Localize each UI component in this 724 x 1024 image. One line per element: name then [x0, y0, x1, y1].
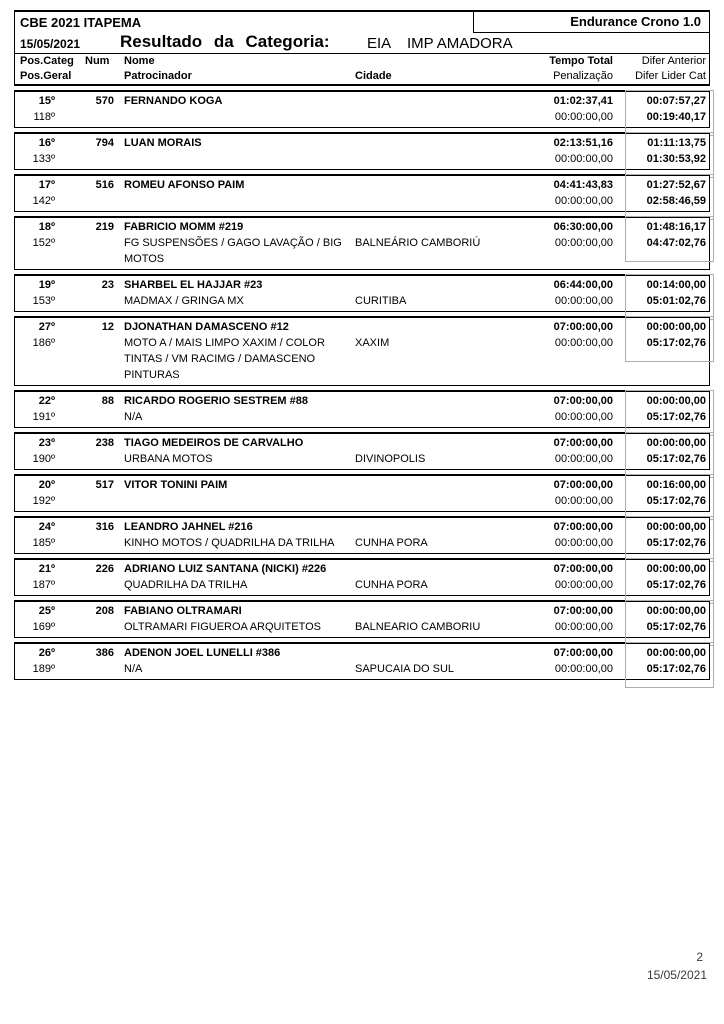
- difer-lider-value: 05:17:02,76: [646, 453, 706, 465]
- report-date: 15/05/2021: [20, 37, 81, 51]
- tempo-total-value: 06:44:00,00: [553, 279, 613, 291]
- result-row: [14, 558, 710, 596]
- difer-lider-value: 01:30:53,92: [646, 153, 706, 165]
- col-header-difer-lider: Difer Lider Cat: [635, 70, 706, 82]
- penalizacao-value: 00:00:00,00: [554, 579, 613, 591]
- patrocinador-value: KINHO MOTOS / QUADRILHA DA TRILHA: [124, 537, 335, 549]
- pos-categ-value: 25º: [38, 605, 55, 617]
- category-name: IMP AMADORA: [407, 35, 513, 52]
- difer-lider-value: 05:17:02,76: [646, 579, 706, 591]
- results-list: [14, 90, 710, 680]
- penalizacao-value: 00:00:00,00: [554, 195, 613, 207]
- category-code: EIA: [367, 35, 392, 52]
- pos-geral-value: 133º: [32, 153, 55, 165]
- rider-name: VITOR TONINI PAIM: [124, 479, 228, 491]
- tempo-total-value: 07:00:00,00: [553, 437, 613, 449]
- pos-categ-value: 17º: [38, 179, 55, 191]
- patrocinador-value: OLTRAMARI FIGUEROA ARQUITETOS: [124, 621, 322, 633]
- difer-lider-value: 05:17:02,76: [646, 621, 706, 633]
- num-value: 219: [95, 221, 114, 233]
- col-header-tempo-total: Tempo Total: [549, 55, 613, 67]
- num-value: 794: [95, 137, 114, 149]
- result-row: [14, 132, 710, 170]
- rider-name: ADENON JOEL LUNELLI #386: [124, 647, 281, 659]
- pos-categ-value: 20º: [38, 479, 55, 491]
- patrocinador-value: [116, 151, 354, 167]
- result-row: [14, 642, 710, 680]
- difer-lider-value: 05:17:02,76: [646, 537, 706, 549]
- rider-name: FABRICIO MOMM #219: [124, 221, 244, 233]
- cidade-value: CUNHA PORA: [355, 579, 428, 591]
- num-value: 316: [95, 521, 114, 533]
- tempo-total-value: 07:00:00,00: [553, 605, 613, 617]
- difer-lider-value: 02:58:46,59: [646, 195, 706, 207]
- difer-anterior-value: 00:16:00,00: [646, 479, 706, 491]
- num-value: 88: [101, 395, 114, 407]
- col-header-penalizacao: Penalização: [553, 70, 613, 82]
- tempo-total-value: 01:02:37,41: [553, 95, 613, 107]
- tempo-total-value: 07:00:00,00: [553, 647, 613, 659]
- difer-lider-value: 05:01:02,76: [646, 295, 706, 307]
- difer-lider-value: 00:19:40,17: [646, 111, 706, 123]
- pos-geral-value: 187º: [32, 579, 55, 591]
- pos-geral-value: 118º: [33, 111, 55, 123]
- num-value: 208: [95, 605, 114, 617]
- app-version: Endurance Crono 1.0: [473, 12, 709, 33]
- penalizacao-value: 00:00:00,00: [554, 621, 613, 633]
- difer-anterior-value: 00:14:00,00: [646, 279, 706, 291]
- rider-name: RICARDO ROGERIO SESTREM #88: [124, 395, 308, 407]
- pos-geral-value: 191º: [32, 411, 55, 423]
- result-row: [14, 432, 710, 470]
- difer-anterior-value: 00:00:00,00: [646, 521, 706, 533]
- cidade-value: SAPUCAIA DO SUL: [355, 663, 455, 675]
- tempo-total-value: 06:30:00,00: [553, 221, 613, 233]
- rider-name: FABIANO OLTRAMARI: [124, 605, 242, 617]
- pos-geral-value: 153º: [32, 295, 55, 307]
- header-subtitle-row: [15, 33, 709, 52]
- page-title: CBE 2021 ITAPEMA: [20, 15, 142, 30]
- difer-anterior-value: 00:00:00,00: [646, 437, 706, 449]
- cidade-value: CURITIBA: [355, 295, 407, 307]
- pos-categ-value: 23º: [38, 437, 55, 449]
- col-header-nome: Nome: [124, 55, 155, 67]
- cidade-value: [354, 109, 484, 125]
- tempo-total-value: 07:00:00,00: [553, 479, 613, 491]
- col-header-patrocinador: Patrocinador: [124, 70, 192, 82]
- pos-geral-value: 192º: [32, 495, 55, 507]
- patrocinador-value: [116, 193, 354, 209]
- difer-anterior-value: 00:00:00,00: [646, 321, 706, 333]
- report-header: [14, 10, 710, 86]
- pos-categ-value: 16º: [38, 137, 55, 149]
- cidade-value: DIVINOPOLIS: [355, 453, 426, 465]
- difer-anterior-value: 01:11:13,75: [647, 137, 706, 149]
- penalizacao-value: 00:00:00,00: [554, 153, 613, 165]
- footer-date: 15/05/2021: [646, 968, 707, 982]
- col-header-pos-categ: Pos.Categ: [20, 55, 74, 67]
- num-value: 386: [95, 647, 114, 659]
- difer-lider-value: 04:47:02,76: [646, 237, 706, 249]
- cidade-value: [354, 193, 484, 209]
- result-row: [14, 600, 710, 638]
- cidade-value: [354, 493, 484, 509]
- patrocinador-value: URBANA MOTOS: [124, 453, 213, 465]
- pos-categ-value: 18º: [38, 221, 55, 233]
- col-header-num: Num: [85, 55, 110, 67]
- difer-anterior-value: 00:07:57,27: [646, 95, 706, 107]
- col-header-difer-anterior: Difer Anterior: [641, 55, 706, 67]
- difer-lider-value: 05:17:02,76: [646, 663, 706, 675]
- num-value: 226: [95, 563, 114, 575]
- result-row: [14, 274, 710, 312]
- pos-geral-value: 186º: [32, 337, 55, 349]
- rider-name: ADRIANO LUIZ SANTANA (NICKI) #226: [124, 563, 327, 575]
- patrocinador-value: MADMAX / GRINGA MX: [124, 295, 244, 307]
- rider-name: DJONATHAN DAMASCENO #12: [124, 321, 289, 333]
- pos-categ-value: 26º: [38, 647, 55, 659]
- rider-name: LUAN MORAIS: [124, 137, 202, 149]
- penalizacao-value: 00:00:00,00: [554, 411, 613, 423]
- patrocinador-value: QUADRILHA DA TRILHA: [124, 579, 248, 591]
- result-row: [14, 474, 710, 512]
- pos-categ-value: 27º: [38, 321, 55, 333]
- penalizacao-value: 00:00:00,00: [554, 663, 613, 675]
- tempo-total-value: 07:00:00,00: [553, 321, 613, 333]
- result-row: [14, 216, 710, 270]
- difer-lider-value: 05:17:02,76: [646, 411, 706, 423]
- pos-categ-value: 15º: [38, 95, 55, 107]
- result-row: [14, 316, 710, 386]
- result-row: [14, 90, 710, 128]
- difer-anterior-value: 01:27:52,67: [646, 179, 706, 191]
- penalizacao-value: 00:00:00,00: [554, 295, 613, 307]
- patrocinador-value: [116, 109, 354, 125]
- tempo-total-value: 07:00:00,00: [553, 395, 613, 407]
- cidade-value: [354, 409, 484, 425]
- pos-geral-value: 185º: [32, 537, 55, 549]
- num-value: 517: [95, 479, 114, 491]
- pos-categ-value: 21º: [38, 563, 55, 575]
- page-number: 2: [696, 950, 703, 964]
- num-value: 12: [101, 321, 114, 333]
- num-value: 23: [101, 279, 114, 291]
- col-header-pos-geral: Pos.Geral: [20, 70, 72, 82]
- penalizacao-value: 00:00:00,00: [554, 337, 613, 349]
- tempo-total-value: 02:13:51,16: [553, 137, 613, 149]
- patrocinador-value: N/A: [124, 411, 143, 423]
- penalizacao-value: 00:00:00,00: [554, 537, 613, 549]
- result-row: [14, 390, 710, 428]
- rider-name: LEANDRO JAHNEL #216: [124, 521, 253, 533]
- difer-anterior-value: 00:00:00,00: [646, 395, 706, 407]
- col-header-cidade: Cidade: [355, 70, 392, 82]
- tempo-total-value: 04:41:43,83: [553, 179, 613, 191]
- penalizacao-value: 00:00:00,00: [554, 453, 613, 465]
- num-value: 570: [95, 95, 114, 107]
- pos-geral-value: 142º: [32, 195, 55, 207]
- result-row: [14, 174, 710, 212]
- difer-anterior-value: 01:48:16,17: [646, 221, 706, 233]
- pos-geral-value: 190º: [32, 453, 55, 465]
- rider-name: ROMEU AFONSO PAIM: [124, 179, 245, 191]
- report-subtitle: Resultado da Categoria:: [120, 32, 330, 51]
- difer-lider-value: 05:17:02,76: [646, 495, 706, 507]
- result-row: [14, 516, 710, 554]
- results-sheet: [14, 10, 710, 684]
- difer-anterior-value: 00:00:00,00: [646, 563, 706, 575]
- patrocinador-value: [116, 493, 354, 509]
- cidade-value: XAXIM: [355, 337, 390, 349]
- patrocinador-value: MOTO A / MAIS LIMPO XAXIM / COLOR TINTAS / VM RACIMG / DAMASCENO PINTURAS: [124, 337, 325, 381]
- pos-geral-value: 169º: [32, 621, 55, 633]
- difer-anterior-value: 00:00:00,00: [646, 647, 706, 659]
- cidade-value: CUNHA PORA: [355, 537, 428, 549]
- patrocinador-value: N/A: [124, 663, 143, 675]
- column-headers: [15, 53, 709, 84]
- rider-name: SHARBEL EL HAJJAR #23: [124, 279, 263, 291]
- penalizacao-value: 00:00:00,00: [554, 495, 613, 507]
- tempo-total-value: 07:00:00,00: [553, 563, 613, 575]
- cidade-value: BALNEARIO CAMBORIU: [355, 621, 481, 633]
- num-value: 238: [95, 437, 114, 449]
- difer-lider-value: 05:17:02,76: [646, 337, 706, 349]
- penalizacao-value: 00:00:00,00: [554, 237, 613, 249]
- tempo-total-value: 07:00:00,00: [553, 521, 613, 533]
- rider-name: TIAGO MEDEIROS DE CARVALHO: [124, 437, 304, 449]
- pos-geral-value: 152º: [32, 237, 55, 249]
- pos-categ-value: 22º: [38, 395, 55, 407]
- patrocinador-value: FG SUSPENSÕES / GAGO LAVAÇÃO / BIG MOTOS: [124, 237, 342, 265]
- rider-name: FERNANDO KOGA: [124, 95, 223, 107]
- penalizacao-value: 00:00:00,00: [554, 111, 613, 123]
- pos-categ-value: 19º: [38, 279, 55, 291]
- num-value: 516: [95, 179, 114, 191]
- difer-anterior-value: 00:00:00,00: [646, 605, 706, 617]
- pos-categ-value: 24º: [38, 521, 55, 533]
- cidade-value: BALNEÁRIO CAMBORIÚ: [355, 237, 481, 249]
- cidade-value: [354, 151, 484, 167]
- header-title-row: [15, 12, 709, 33]
- pos-geral-value: 189º: [32, 663, 55, 675]
